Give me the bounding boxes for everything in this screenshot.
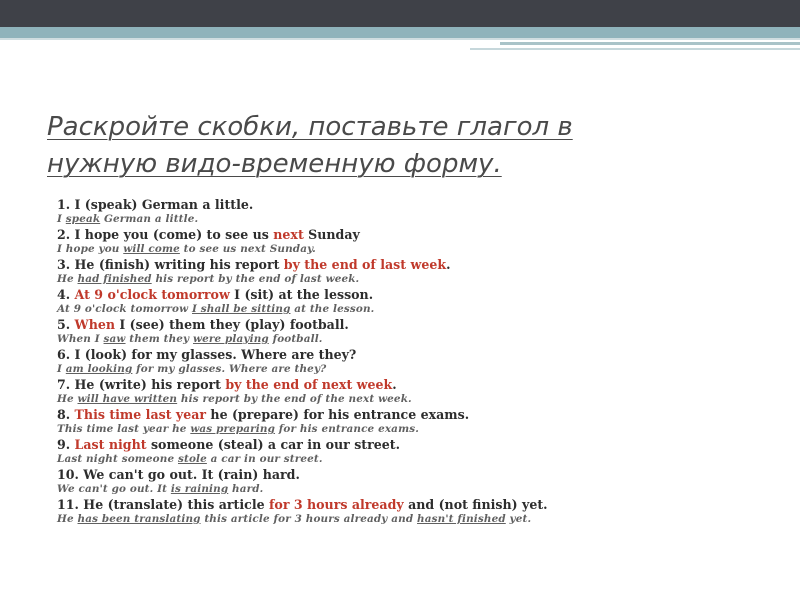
highlighted-phrase: next: [273, 227, 304, 242]
underlined-verb: is raining: [170, 483, 229, 495]
text-segment: I hope you: [57, 243, 124, 255]
text-segment: This time last year he: [57, 423, 191, 435]
underlined-verb: stole: [178, 453, 207, 465]
highlighted-phrase: At 9 o'clock tomorrow: [74, 287, 230, 302]
text-segment: for his entrance exams.: [275, 423, 419, 435]
underlined-verb: speak: [65, 213, 101, 225]
text-segment: 10. We can't go out. It (rain) hard.: [57, 467, 300, 482]
exercise-question: [57, 377, 757, 392]
underlined-verb: will come: [123, 243, 180, 255]
slide-header-band: [0, 27, 800, 38]
exercise-item: [57, 317, 757, 347]
text-segment: at the lesson.: [290, 303, 375, 315]
text-segment: this article for 3 hours already and: [200, 513, 418, 525]
text-segment: He: [57, 273, 78, 285]
underlined-verb: I shall be sitting: [192, 303, 291, 315]
exercise-question: [57, 467, 757, 482]
exercise-question: [57, 497, 757, 512]
text-segment: 11. He (translate) this article: [57, 497, 270, 512]
underlined-verb: saw: [103, 333, 126, 345]
text-segment: for my glasses. Where are they?: [132, 363, 327, 375]
text-segment: he (prepare) for his entrance exams.: [206, 407, 470, 422]
text-segment: 4.: [57, 287, 75, 302]
exercise-answer: [57, 362, 757, 377]
underlined-verb: was preparing: [190, 423, 276, 435]
exercise-item: [57, 197, 757, 227]
text-segment: 3. He (finish) writing his report: [57, 257, 284, 272]
text-segment: and (not finish) yet.: [403, 497, 548, 512]
exercise-answer: [57, 422, 757, 437]
text-segment: .: [446, 257, 451, 272]
exercise-question: [57, 317, 757, 332]
text-segment: .: [392, 377, 397, 392]
exercise-item: [57, 407, 757, 437]
exercise-question: [57, 227, 757, 242]
exercise-answer: [57, 302, 757, 317]
text-segment: He: [57, 393, 78, 405]
exercise-answer: [57, 482, 757, 497]
text-segment: yet.: [505, 513, 532, 525]
underlined-verb: were playing: [193, 333, 269, 345]
text-segment: 7. He (write) his report: [57, 377, 226, 392]
text-segment: Last night someone: [57, 453, 178, 465]
text-segment: When I: [57, 333, 104, 345]
decorative-line: [500, 42, 800, 45]
exercise-item: [57, 347, 757, 377]
exercise-answer: [57, 452, 757, 467]
underlined-verb: has been translating: [77, 513, 201, 525]
text-segment: German a little.: [100, 213, 199, 225]
text-segment: his report by the end of the next week.: [177, 393, 412, 405]
text-segment: 8.: [57, 407, 75, 422]
exercise-answer: [57, 392, 757, 407]
text-segment: 5.: [57, 317, 75, 332]
text-segment: Sunday: [303, 227, 360, 242]
underlined-verb: am looking: [65, 363, 133, 375]
slide-top-bar: [0, 0, 800, 27]
text-segment: his report by the end of last week.: [151, 273, 360, 285]
exercise-item: [57, 287, 757, 317]
exercise-answer: [57, 212, 757, 227]
text-segment: 9.: [57, 437, 75, 452]
text-segment: to see us next Sunday.: [179, 243, 316, 255]
text-segment: I (see) them they (play) football.: [115, 317, 349, 332]
exercise-list: [57, 197, 757, 527]
underlined-verb: had finished: [77, 273, 152, 285]
highlighted-phrase: by the end of next week: [225, 377, 393, 392]
text-segment: someone (steal) a car in our street.: [146, 437, 400, 452]
exercise-question: [57, 437, 757, 452]
exercise-item: [57, 377, 757, 407]
highlighted-phrase: When: [74, 317, 116, 332]
slide-title: Раскройте скобки, поставьте глагол в нужную видо-временную форму.: [47, 112, 573, 179]
highlighted-phrase: This time last year: [74, 407, 207, 422]
text-segment: 2. I hope you (come) to see us: [57, 227, 274, 242]
decorative-line: [470, 48, 800, 50]
text-segment: 1. I (speak) German a little.: [57, 197, 254, 212]
underlined-verb: hasn't finished: [417, 513, 506, 525]
exercise-answer: [57, 332, 757, 347]
text-segment: 6. I (look) for my glasses. Where are they?: [57, 347, 357, 362]
text-segment: I: [57, 363, 66, 375]
text-segment: We can't go out. It: [57, 483, 171, 495]
highlighted-phrase: for 3 hours already: [269, 497, 404, 512]
exercise-question: [57, 257, 757, 272]
exercise-answer: [57, 272, 757, 287]
text-segment: hard.: [228, 483, 264, 495]
exercise-item: [57, 437, 757, 467]
exercise-item: [57, 227, 757, 257]
decorative-line: [0, 38, 800, 40]
exercise-answer: [57, 512, 757, 527]
exercise-item: [57, 257, 757, 287]
text-segment: a car in our street.: [206, 453, 323, 465]
exercise-question: [57, 347, 757, 362]
text-segment: I (sit) at the lesson.: [229, 287, 374, 302]
exercise-answer: [57, 242, 757, 257]
highlighted-phrase: by the end of last week: [283, 257, 447, 272]
highlighted-phrase: Last night: [74, 437, 147, 452]
text-segment: At 9 o'clock tomorrow: [57, 303, 192, 315]
text-segment: football.: [268, 333, 323, 345]
exercise-item: [57, 497, 757, 527]
exercise-question: [57, 287, 757, 302]
exercise-question: [57, 197, 757, 212]
text-segment: I: [57, 213, 66, 225]
exercise-question: [57, 407, 757, 422]
text-segment: He: [57, 513, 78, 525]
text-segment: them they: [125, 333, 193, 345]
exercise-item: [57, 467, 757, 497]
underlined-verb: will have written: [77, 393, 178, 405]
